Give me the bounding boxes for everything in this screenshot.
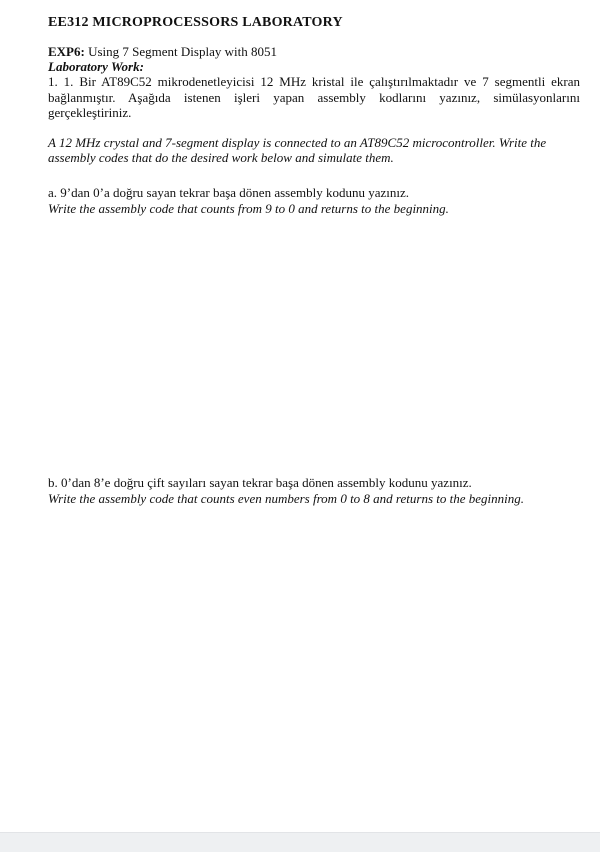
task-b-english: Write the assembly code that counts even numbers from 0 to 8 and returns to the beginning. xyxy=(48,491,524,506)
document-header xyxy=(48,14,580,166)
experiment-label: EXP6: xyxy=(48,44,85,59)
task-a-english: Write the assembly code that counts from 9 to 0 and returns to the beginning. xyxy=(48,201,449,216)
task-a xyxy=(48,185,588,217)
experiment-line xyxy=(48,44,580,59)
task-b xyxy=(48,475,588,507)
viewer-bottom-bar xyxy=(0,832,600,852)
document-title: EE312 MICROPROCESSORS LABORATORY xyxy=(48,15,343,30)
task-b-turkish: b. 0’dan 8’e doğru çift sayıları sayan tekrar başa dönen assembly kodunu yazınız. xyxy=(48,475,472,490)
task-a-turkish: a. 9’dan 0’a doğru sayan tekrar başa dönen assembly kodunu yazınız. xyxy=(48,185,409,200)
intro-turkish: 1. 1. Bir AT89C52 mikrodenetleyicisi 12 MHz kristal ile çalıştırılmaktadır ve 7 segmentli ekran bağlanmıştır. Aşağıda istenen işleri yapan assembly kodlarını yazınız, simülasyonlarını gerçekleştiriniz. xyxy=(48,74,580,120)
experiment-title: Using 7 Segment Display with 8051 xyxy=(84,44,277,59)
intro-english: A 12 MHz crystal and 7-segment display is connected to an AT89C52 microcontroller. Write the assembly codes that do the desired work below and simulate them. xyxy=(48,134,547,165)
lab-work-heading: Laboratory Work: xyxy=(48,59,144,74)
